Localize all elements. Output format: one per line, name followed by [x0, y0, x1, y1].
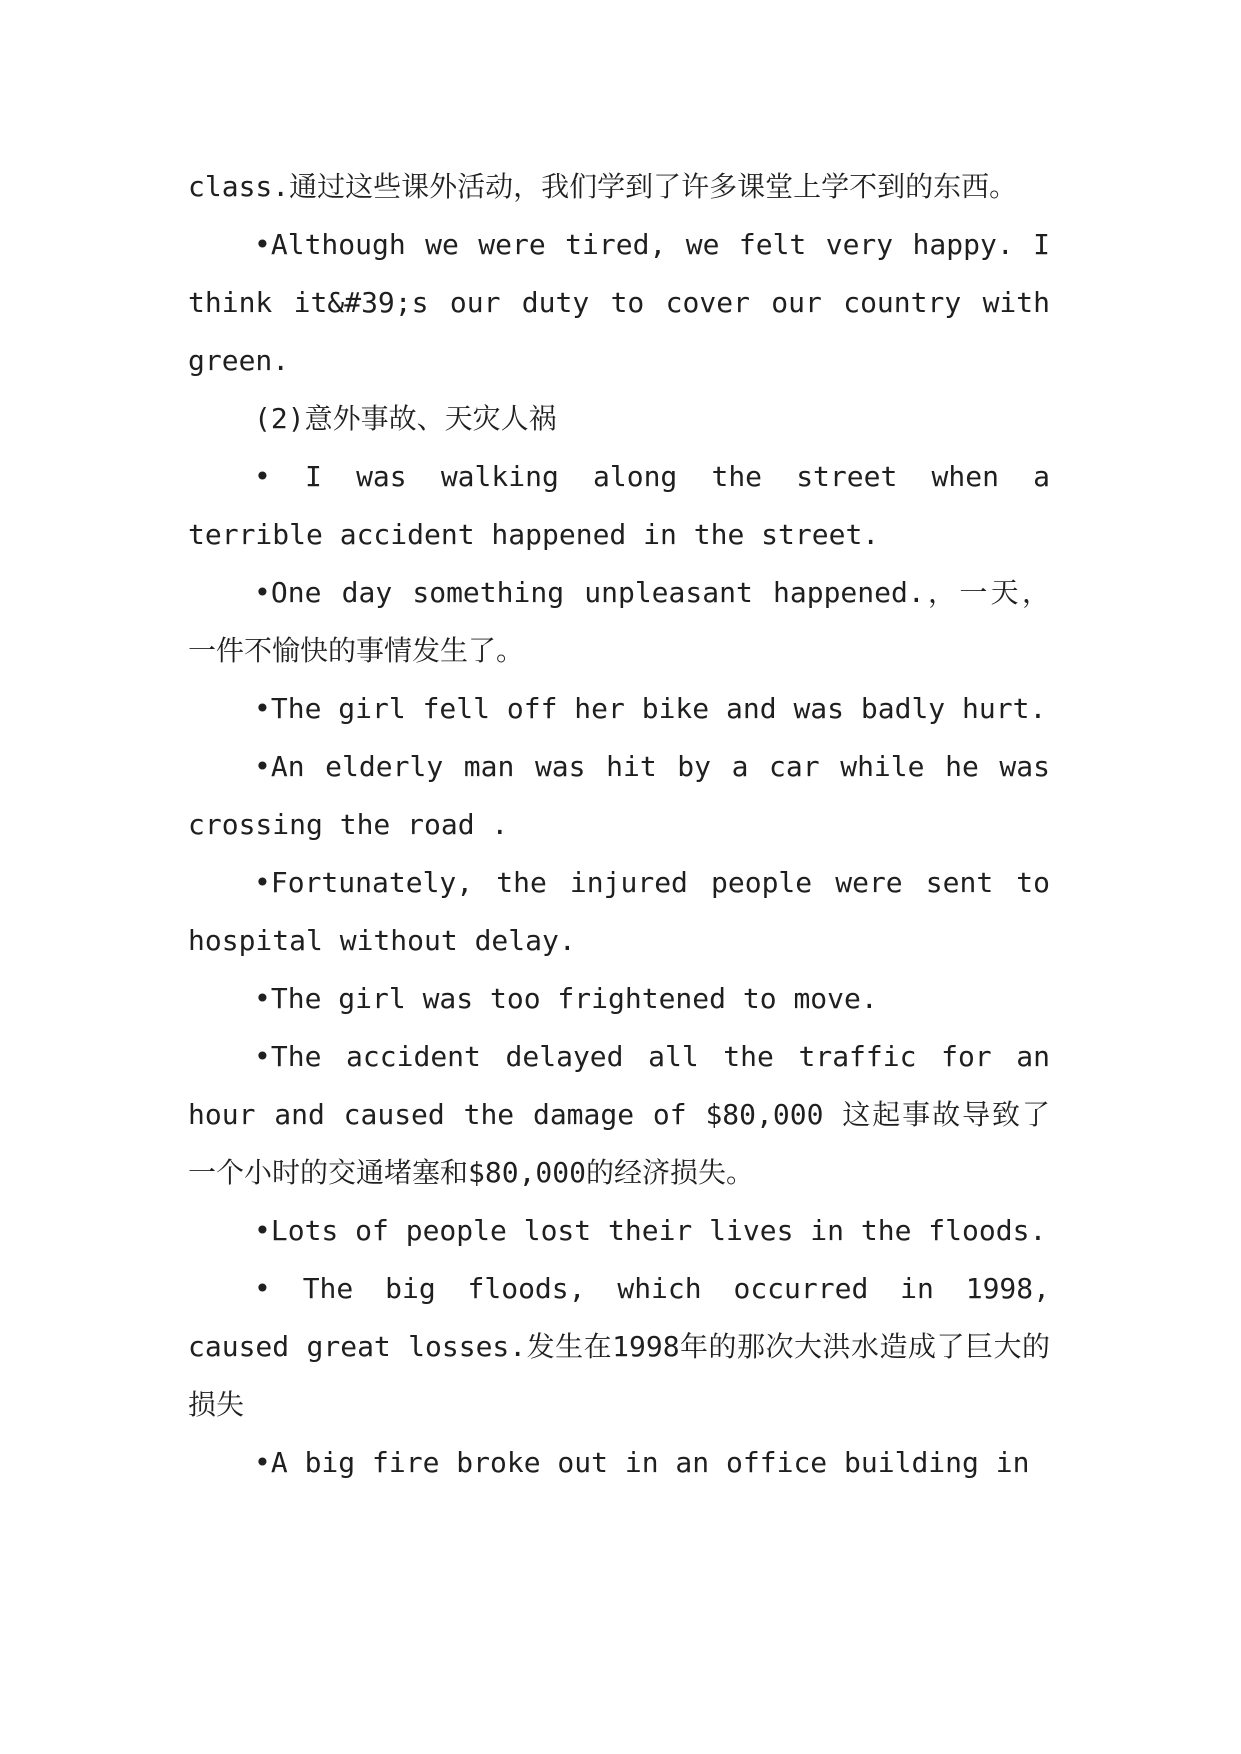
- document-body: [188, 158, 1050, 1492]
- paragraph-elderly-man-hit: •An elderly man was hit by a car while he was crossing the road .: [188, 750, 1050, 841]
- paragraph-injured-sent-hospital: •Fortunately, the injured people were sent to hospital without delay.: [188, 866, 1050, 957]
- paragraph-big-fire: •A big fire broke out in an office building in: [254, 1446, 1030, 1479]
- paragraph-accident-delayed-traffic: •The accident delayed all the traffic for an hour and caused the damage of $80,000 这起事故导致了一个小时的交通堵塞和$80,000的经济损失。: [188, 1040, 1050, 1189]
- section-heading-accidents: (2)意外事故、天灾人祸: [254, 402, 557, 435]
- paragraph-tired-but-happy: •Although we were tired, we felt very happy. I think it&#39;s our duty to cover our country with green.: [188, 228, 1050, 377]
- paragraph-something-unpleasant: •One day something unpleasant happened.，一天，一件不愉快的事情发生了。: [188, 576, 1050, 667]
- paragraph-girl-frightened: •The girl was too frightened to move.: [254, 982, 878, 1015]
- paragraph-girl-fell-off-bike: •The girl fell off her bike and was badly hurt.: [254, 692, 1047, 725]
- paragraph-lives-lost-floods: •Lots of people lost their lives in the floods.: [254, 1214, 1047, 1247]
- paragraph-big-floods-1998: • The big floods, which occurred in 1998, caused great losses.发生在1998年的那次大洪水造成了巨大的损失: [188, 1272, 1050, 1421]
- paragraph-walking-along-street: • I was walking along the street when a terrible accident happened in the street.: [188, 460, 1050, 551]
- paragraph-activities-conclusion: class.通过这些课外活动，我们学到了许多课堂上学不到的东西。: [188, 170, 1018, 203]
